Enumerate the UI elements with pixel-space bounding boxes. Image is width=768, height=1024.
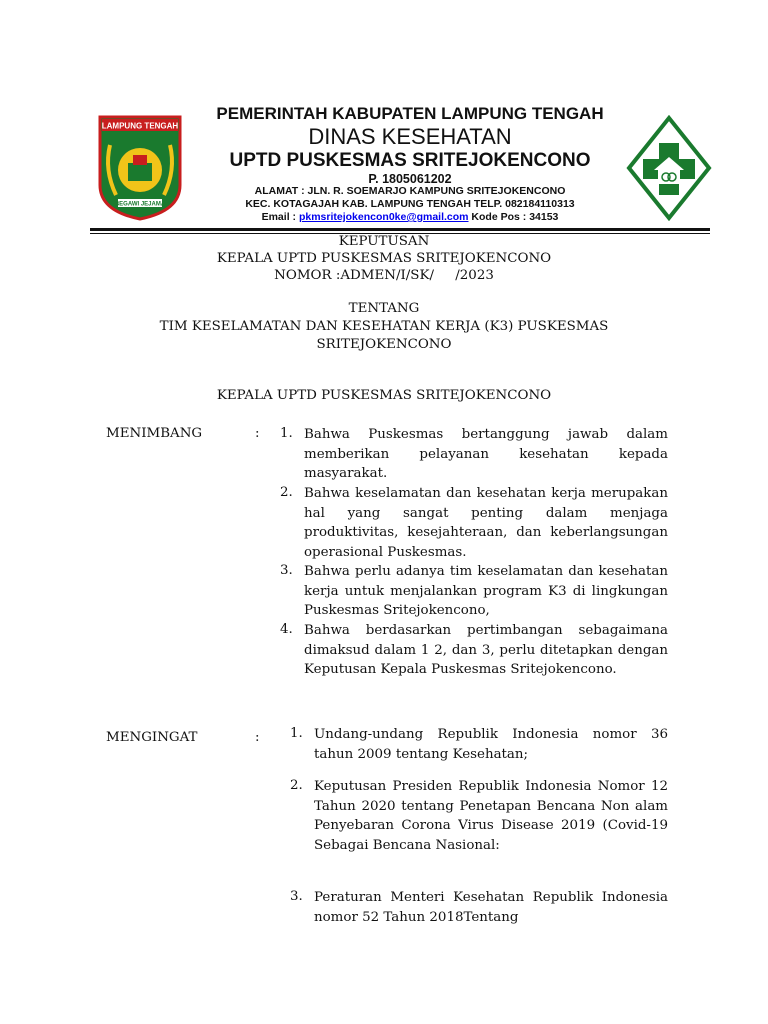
letterhead-unit: UPTD PUSKESMAS SRITEJOKENCONO	[229, 150, 591, 171]
decree-heading: KEPUTUSAN	[338, 234, 430, 249]
menimbang-item-3-number: 3.	[280, 563, 293, 578]
decree-authority: KEPALA UPTD PUSKESMAS SRITEJOKENCONO	[216, 388, 552, 403]
letterhead-address-1: ALAMAT : JLN. R. SOEMARJO KAMPUNG SRITEJOKENCONO	[254, 185, 566, 197]
email-link[interactable]: pkmsritejokencon0ke@gmail.com	[298, 211, 469, 223]
letterhead-email-line	[190, 211, 630, 223]
mengingat-item-1-text: Undang-undang Republik Indonesia nomor 36 tahun 2009 tentang Kesehatan;	[314, 727, 668, 762]
letterhead-government: PEMERINTAH KABUPATEN LAMPUNG TENGAH	[216, 104, 604, 123]
decree-number: NOMOR :ADMEN/I/SK/ /2023	[274, 268, 494, 283]
menimbang-item-2-number: 2.	[280, 485, 293, 500]
menimbang-item-4-text: Bahwa berdasarkan pertimbangan sebagaimana dimaksud dalam 1 2, dan 3, perlu ditetapkan dengan Keputusan Kepala Puskesmas Sritejokencono.	[304, 623, 668, 677]
svg-text:LAMPUNG TENGAH: LAMPUNG TENGAH	[101, 121, 179, 131]
regency-crest-logo	[98, 115, 182, 221]
mengingat-colon: :	[255, 730, 260, 745]
email-prefix: Email :	[261, 211, 299, 223]
menimbang-colon: :	[255, 426, 260, 441]
menimbang-label: MENIMBANG	[106, 426, 203, 441]
mengingat-item-3-number: 3.	[290, 889, 303, 904]
postal-code: Kode Pos : 34153	[468, 211, 559, 223]
letterhead-divider	[90, 228, 710, 231]
mengingat-item-2-number: 2.	[290, 778, 303, 793]
letterhead-agency: DINAS KESEHATAN	[308, 124, 512, 149]
mengingat-item-3-text: Peraturan Menteri Kesehatan Republik Indonesia nomor 52 Tahun 2018Tentang	[314, 890, 668, 925]
decree-subject-2: SRITEJOKENCONO	[316, 337, 452, 352]
decree-issuer: KEPALA UPTD PUSKESMAS SRITEJOKENCONO	[216, 251, 552, 266]
letterhead-code: P. 1805061202	[368, 172, 452, 186]
menimbang-item-1-number: 1.	[280, 426, 293, 441]
decree-about: TENTANG	[348, 301, 420, 316]
letterhead-address-2: KEC. KOTAGAJAH KAB. LAMPUNG TENGAH TELP. 082184110313	[245, 198, 575, 210]
decree-subject-1: TIM KESELAMATAN DAN KESEHATAN KERJA (K3) PUSKESMAS	[159, 319, 609, 334]
svg-text:BEGAWI JEJAMA: BEGAWI JEJAMA	[114, 201, 166, 208]
menimbang-item-4-number: 4.	[280, 622, 293, 637]
menimbang-item-3-text: Bahwa perlu adanya tim keselamatan dan kesehatan kerja untuk menjalankan program K3 di lingkungan Puskesmas Sritejokencono,	[304, 564, 668, 618]
mengingat-item-1-number: 1.	[290, 726, 303, 741]
menimbang-item-1-text: Bahwa Puskesmas bertanggung jawab dalam memberikan pelayanan kesehatan kepada masyarakat.	[304, 427, 668, 481]
mengingat-label: MENGINGAT	[106, 730, 198, 745]
puskesmas-cross-logo	[626, 115, 712, 221]
mengingat-item-2-text: Keputusan Presiden Republik Indonesia Nomor 12 Tahun 2020 tentang Penetapan Bencana Non alam Penyebaran Corona Virus Disease 2019 (Covid-19 Sebagai Bencana Nasional:	[314, 779, 668, 853]
menimbang-item-2-text: Bahwa keselamatan dan kesehatan kerja merupakan hal yang sangat penting dalam menjaga produktivitas, kesejahteraan, dan keberlangsungan operasional Puskesmas.	[304, 486, 668, 560]
